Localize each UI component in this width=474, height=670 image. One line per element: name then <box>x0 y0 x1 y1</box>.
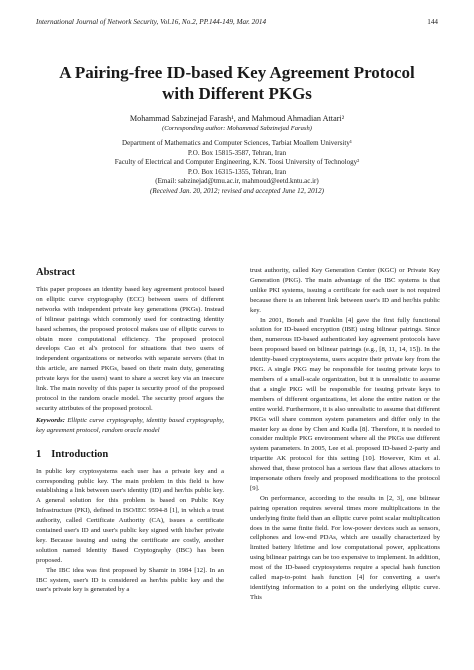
paper-title <box>30 62 444 104</box>
intro-paragraph-2: The IBC idea was first proposed by Shamir in 1984 [12]. In an IBC system, user's ID is considered as her/his public key and the user's private key is generated by a <box>36 566 224 594</box>
title-line-2: with Different PKGs <box>162 84 312 103</box>
abstract-text: This paper proposes an identity based key agreement protocol based on elliptic curve cryptography (ECC) between users of different networks with independent private key generations (PKGs). Instead of bilinear pairings which commonly used for contracting identity based schemes, the proposed protocol makes use of elliptic curves to obtain more computational efficiency. The proposed protocol develops Cao et al's protocol for situations that two users of independent organizations or networks with separate servers (that in this article, are named PKGs, based on their main duty, generating private keys for the users) want to share a secret key via an insecure link. The main novelty of this paper is security proof of the proposed protocol in the random oracle model. The security proof argues the security attributes of the proposed protocol. <box>36 286 224 412</box>
intro-paragraph-1: In public key cryptosystems each user has a private key and a corresponding public key. The main problem in this field is how establishing a link between user's identity (ID) and her/his public key. A general solution for this problem is based on Public Key Infrastructure (PKI), defined in ISO/IEC 9594-8 [1], in which a trust authority, called Certificate Authority (CA), issues a certificate contained user's ID and user's public key signed with his/her private key. Because issuing and using the certificate are costly, another solution named Identity Based Cryptography (IBC) has been proposed. <box>36 467 224 564</box>
author-block <box>30 113 444 133</box>
affiliation-line-2: P.O. Box 15815-3587, Tehran, Iran <box>187 148 287 157</box>
abstract-heading: Abstract <box>36 267 76 278</box>
right-paragraph-3: On performance, according to the results in [2, 3], one bilinear pairing operation requires several times more multiplications in the underlying finite field than an elliptic curve point scalar multiplication does in the same finite field. For low-power devices such as sensors, cellphones and low-end PDAs, which are usually characterized by limited battery lifetime and low computational power, applications using bilinear pairings can be too expensive to implement. In addition, most of the ID-based cryptosystems require a special hash function called map-to-point hash function [4] for converting a user's identifying information to a point on the underlying elliptic curve. This <box>250 494 440 601</box>
affiliation-line-4: P.O. Box 16315-1355, Tehran, Iran <box>187 167 287 176</box>
keywords-text: Elliptic curve cryptography, identity based cryptography, key agreement protocol, random oracle model <box>36 416 224 434</box>
keywords <box>36 416 224 436</box>
right-paragraph-2: In 2001, Boneh and Franklin [4] gave the first fully functional solution for ID-based encryption (IBE) using bilinear pairings. Since then, numerous ID-based authenticated key agreement protocols have been proposed based on bilinear pairings (e.g., [8, 11, 14, 15]). In the identity-based cryptosystems, users acquire their private key from the PKG. A single PKG may be responsible for issuing private keys to members of a small-scale organization, but it is unrealistic to assume that a single PKG will be responsible for issuing private keys to members of different organizations, let alone the entire nation or the entire world. Furthermore, it is also unrealistic to assume that different PKGs will share common system parameters and differ only in the master key as done by Chen and Kudla [8]. Therefore, it is needed to consider multiple PKG environment where all the PKGs use different system parameters. In 2005, Lee et al. proposed ID-based 2-party and tripartite AK protocol for this setting [10]. However, Kim et al. showed that, these protocol has a serious flaw that allows attackers to impersonate others freely and proposed modifications to the protocol [9]. <box>250 316 440 492</box>
author-names: Mohammad Sabzinejad Farash¹, and Mahmoud Ahmadian Attari² <box>129 114 345 123</box>
affiliation-line-3: Faculty of Electrical and Computer Engineering, K.N. Toosi University of Technology² <box>114 158 360 167</box>
section-number: 1 <box>36 448 42 460</box>
affiliations <box>30 139 444 197</box>
section-title: Introduction <box>51 448 109 460</box>
right-column <box>250 266 440 603</box>
right-paragraph-1: trust authority, called Key Generation Center (KGC) or Private Key Generation (PKG). The main advantage of the IBC systems is that unlike PKI systems, issuing a certificate for each user is not required because there is an inherent link between user's ID and her/his public key. <box>250 267 440 314</box>
keywords-label: Keywords: <box>36 416 65 424</box>
affiliation-line-1: Department of Mathematics and Computer Sciences, Tarbiat Moallem University¹ <box>122 139 352 147</box>
corresponding-author: (Corresponding author: Mohammad Sabzinejad Farash) <box>162 125 312 132</box>
running-head <box>36 18 438 26</box>
email-line: (Email: sabzinejad@tmu.ac.ir, mahmoud@eetd.kntu.ac.ir) <box>155 177 319 186</box>
journal-citation: International Journal of Network Security, Vol.16, No.2, PP.144-149, Mar. 2014 <box>36 18 267 26</box>
received-date: (Received Jan. 20, 2012; revised and accepted June 12, 2012) <box>150 186 324 195</box>
introduction-heading <box>36 448 224 461</box>
left-column <box>36 266 224 595</box>
page-number: 144 <box>427 18 438 26</box>
title-line-1: A Pairing-free ID-based Key Agreement Protocol <box>59 63 415 82</box>
